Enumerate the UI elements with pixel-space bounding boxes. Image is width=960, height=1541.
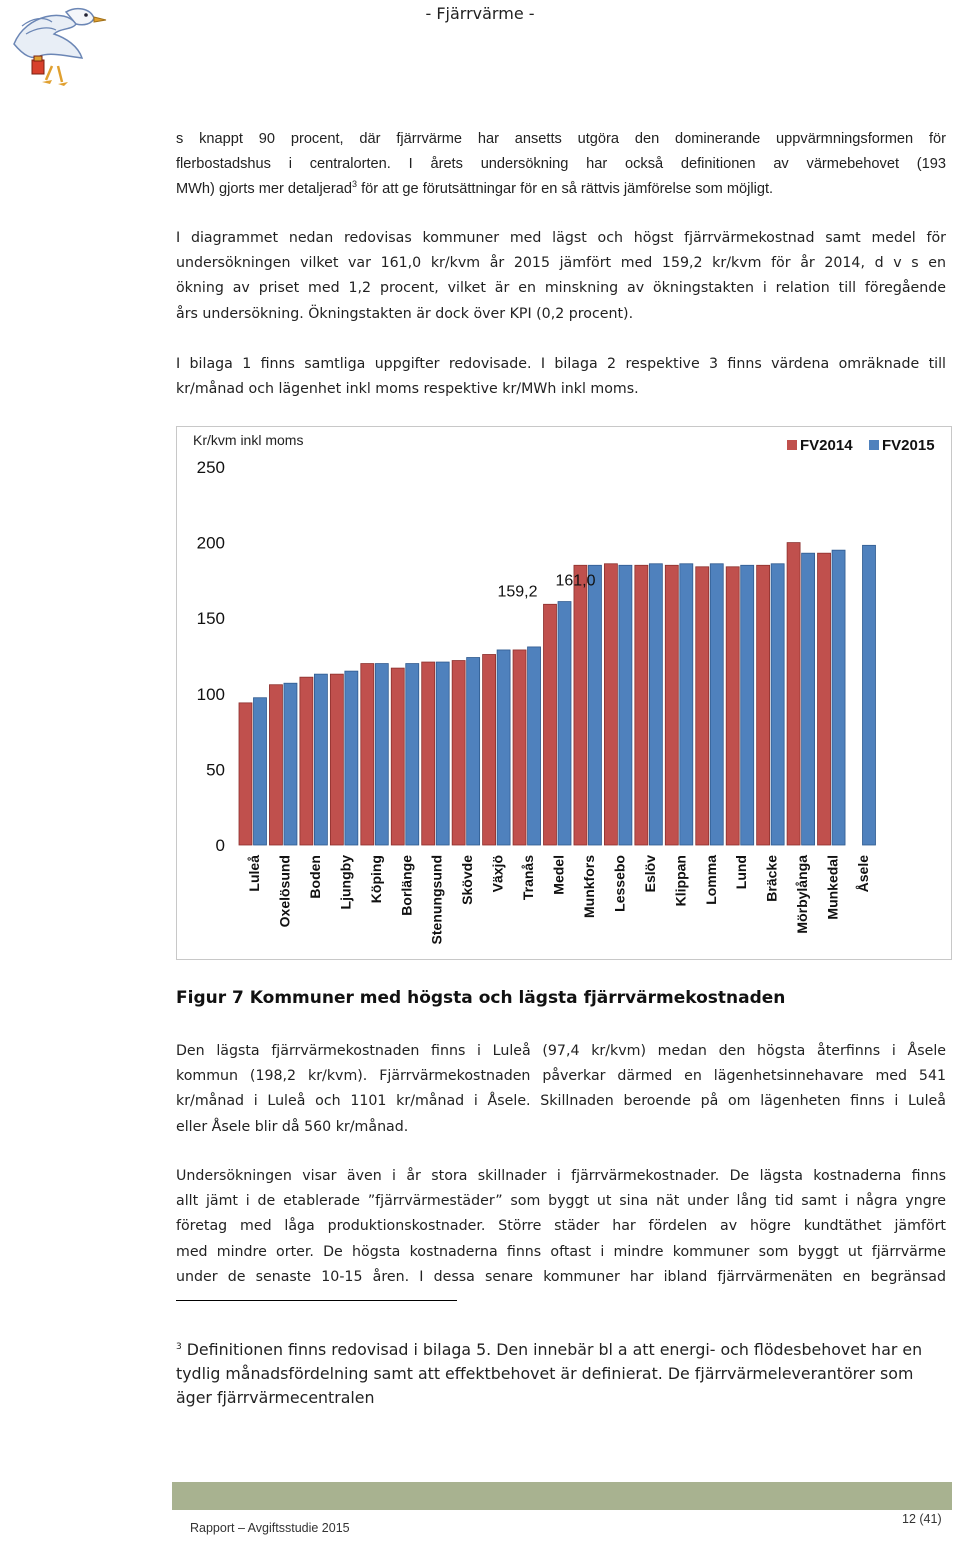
- bar-fv2014: [635, 565, 648, 845]
- bar-fv2014: [696, 567, 709, 845]
- bar-fv2014: [726, 567, 739, 845]
- x-tick-label: Lessebo: [611, 855, 628, 912]
- paragraph-appendix: [176, 352, 946, 402]
- x-tick-label: Medel: [550, 855, 567, 895]
- x-tick-label: Luleå: [246, 855, 262, 892]
- x-tick-label: Munkfors: [580, 855, 597, 918]
- bar-fv2014: [787, 543, 800, 845]
- bar-fv2014: [269, 685, 282, 845]
- legend-swatch: [787, 440, 797, 450]
- intro-line: s knappt 90 procent, där fjärrvärme har ansetts utgöra den dominerande uppvärmningsformen för: [176, 131, 946, 147]
- x-tick-label: Eslöv: [641, 855, 658, 893]
- footer-bar: [172, 1482, 952, 1510]
- x-tick-label: Lomma: [702, 855, 719, 905]
- x-tick-label: Ljungby: [337, 855, 354, 910]
- bar-fv2015: [832, 550, 845, 845]
- footnote-line: [176, 1338, 946, 1362]
- bar-fv2015: [314, 674, 327, 845]
- paragraph-line: I bilaga 1 finns samtliga uppgifter redovisade. I bilaga 2 respektive 3 finns värdena omräknade till: [176, 356, 946, 372]
- bar-fv2015: [802, 553, 815, 845]
- intro-paragraph: [176, 127, 946, 202]
- y-tick-label: 100: [196, 684, 225, 704]
- intro-text: MWh) gjorts mer detaljerad: [176, 181, 352, 197]
- x-tick-label: Stenungsund: [428, 855, 445, 945]
- bar-fv2015: [528, 647, 541, 845]
- footnote: [176, 1338, 946, 1410]
- x-tick-label: Bräcke: [763, 855, 780, 902]
- footnote-line: tydlig månadsfördelning samt att effektbehovet är definierat. De fjärrvärmeleverantörer som: [176, 1364, 914, 1383]
- x-tick-label: Växjö: [489, 855, 506, 893]
- x-tick-label: Åsele: [855, 855, 871, 893]
- bar-fv2015: [771, 564, 784, 845]
- bar-fv2014: [361, 664, 374, 845]
- x-tick-label: Tranås: [520, 855, 537, 901]
- x-tick-label: Lund: [733, 855, 750, 890]
- bar-fv2015: [680, 564, 693, 845]
- y-tick-label: 50: [206, 760, 225, 780]
- legend-label: FV2014: [800, 437, 853, 454]
- bar-chart-svg: [177, 427, 951, 959]
- bar-fv2015: [345, 671, 358, 845]
- bar-fv2015: [406, 664, 419, 845]
- legend-swatch: [869, 440, 879, 450]
- footnote-number: 3: [176, 1342, 182, 1352]
- bar-fv2015: [741, 565, 754, 845]
- bar-fv2015: [254, 698, 267, 845]
- bar-fv2015: [619, 565, 632, 845]
- legend-label: FV2015: [882, 437, 935, 454]
- bar-fv2015: [863, 545, 876, 845]
- paragraph-line: Undersökningen visar även i år stora skillnader i fjärrvärmekostnader. De lägsta kostnaderna finns: [176, 1168, 946, 1184]
- x-tick-label: Skövde: [459, 855, 476, 905]
- x-tick-label: Boden: [306, 855, 323, 899]
- bar-chart: [176, 426, 952, 960]
- x-tick-label: Klippan: [672, 855, 689, 907]
- paragraph-line: allt jämt i de etablerade ”fjärrvärmestäder” som byggt ut sina nät under lång tid samt i några yngre: [176, 1193, 946, 1210]
- paragraph-line: Den lägsta fjärrvärmekostnaden finns i Luleå (97,4 kr/kvm) medan den högsta återfinns i Åsele: [176, 1043, 946, 1059]
- bar-fv2015: [710, 564, 723, 845]
- bar-fv2014: [604, 564, 617, 845]
- paragraph-line: företag med låga produktionskostnader. Större städer har fördelen av högre kundtäthet jämfört: [176, 1218, 946, 1235]
- bar-fv2014: [818, 553, 831, 845]
- footnote-divider: [176, 1300, 457, 1301]
- x-tick-label: Köping: [367, 855, 384, 904]
- bar-fv2014: [513, 650, 526, 845]
- bar-fv2014: [757, 565, 770, 845]
- x-tick-label: Borlänge: [398, 855, 415, 916]
- bar-fv2014: [574, 565, 587, 845]
- paragraph-line: års undersökning. Ökningstakten är dock över KPI (0,2 procent).: [176, 305, 634, 322]
- bar-fv2014: [239, 703, 252, 845]
- paragraph-line: kr/månad i Luleå och 1101 kr/månad i Åsele. Skillnaden beroende på om lägenheten finns i Luleå: [176, 1093, 946, 1110]
- bar-fv2014: [330, 674, 343, 845]
- y-axis-title: Kr/kvm inkl moms: [193, 432, 304, 448]
- x-tick-label: Munkedal: [824, 855, 841, 920]
- bar-fv2015: [284, 683, 297, 845]
- bar-fv2014: [391, 668, 404, 845]
- bar-fv2014: [452, 661, 465, 845]
- data-label: 161,0: [555, 572, 596, 590]
- paragraph-line: I diagrammet nedan redovisas kommuner med lägst och högst fjärrvärmekostnad samt medel för: [176, 230, 946, 246]
- page-header-title: - Fjärrvärme -: [425, 4, 535, 23]
- footer-report-title: Rapport – Avgiftsstudie 2015: [190, 1521, 350, 1535]
- bar-fv2015: [375, 664, 388, 845]
- paragraph-differences: [176, 1164, 946, 1290]
- intro-text: för att ge förutsättningar för en så rättvis jämförelse som möjligt.: [357, 181, 774, 197]
- paragraph-diagram-intro: [176, 226, 946, 327]
- y-tick-label: 0: [215, 836, 225, 855]
- y-tick-label: 150: [196, 609, 225, 629]
- bar-fv2014: [422, 662, 435, 845]
- bar-fv2015: [649, 564, 662, 845]
- bar-fv2015: [588, 565, 601, 845]
- bar-fv2015: [497, 650, 510, 845]
- footnote-text: Definitionen finns redovisad i bilaga 5. Den innebär bl a att energi- och flödesbehovet har en: [181, 1340, 923, 1359]
- bar-fv2015: [558, 602, 571, 845]
- y-tick-label: 200: [196, 533, 225, 553]
- paragraph-line: med mindre orter. De högsta kostnaderna finns oftast i mindre kommuner som byggt ut fjärrvärme: [176, 1243, 946, 1260]
- footnote-ref[interactable]: 3: [352, 179, 358, 189]
- data-label: 159,2: [497, 583, 538, 601]
- paragraph-lowest-highest: [176, 1039, 946, 1140]
- bar-fv2014: [300, 677, 313, 845]
- paragraph-line: kommun (198,2 kr/kvm). Fjärrvärmekostnaden påverkar därmed en lägenhetsinnehavare med 541: [176, 1068, 946, 1085]
- paragraph-line: under de senaste 10-15 åren. I dessa senare kommuner har ibland fjärrvärmenäten en begränsad: [176, 1268, 946, 1285]
- x-tick-label: Oxelösund: [276, 855, 293, 928]
- bar-fv2015: [436, 662, 449, 845]
- paragraph-line: eller Åsele blir då 560 kr/månad.: [176, 1118, 409, 1135]
- figure-caption: Figur 7 Kommuner med högsta och lägsta fjärrvärmekostnaden: [176, 988, 786, 1008]
- y-tick-label: 250: [196, 458, 225, 477]
- intro-line: flerbostadshus i centralorten. I årets undersökning har också definitionen av värmebehovet (193: [176, 156, 946, 172]
- footnote-line: äger fjärrvärmecentralen: [176, 1388, 375, 1407]
- x-tick-label: Mörbylånga: [794, 855, 811, 934]
- paragraph-line: undersökningen vilket var 161,0 kr/kvm år 2015 jämfört med 159,2 kr/kvm för år 2014, d v s en: [176, 255, 946, 272]
- bar-fv2014: [665, 565, 678, 845]
- paragraph-line: ökning av priset med 1,2 procent, vilket är en minskning av ökningstakten i relation till föregående: [176, 280, 946, 297]
- bar-fv2014: [483, 654, 496, 845]
- intro-line: [176, 177, 946, 202]
- bar-fv2014: [544, 604, 557, 845]
- bar-fv2015: [467, 658, 480, 845]
- paragraph-line: kr/månad och lägenhet inkl moms respektive kr/MWh inkl moms.: [176, 381, 639, 398]
- page-number: 12 (41): [902, 1512, 942, 1526]
